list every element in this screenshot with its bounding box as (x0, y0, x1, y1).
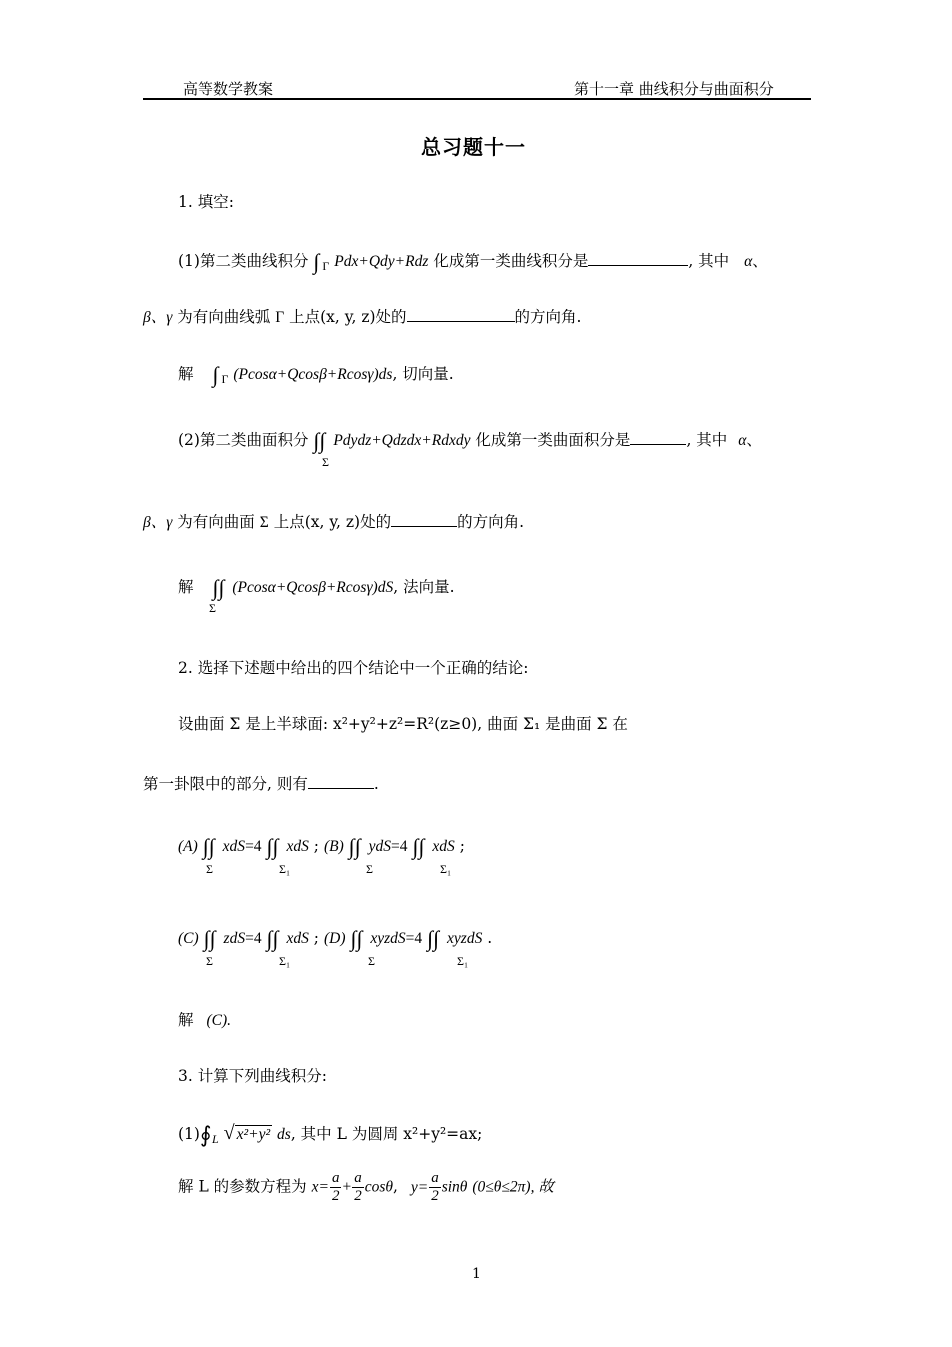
double-integral-icon: ∫∫ (427, 926, 440, 951)
q1-p1-l2-b: 为有向曲线弧 (177, 308, 271, 326)
sigma-sub: Σ (209, 601, 216, 615)
q1-ans2-expr: (Pcosα+Qcosβ+Rcosγ)dS (232, 579, 394, 596)
q2-line2-text: 第一卦限中的部分, 则有 (143, 775, 308, 793)
sigma1-sub: Σ₁ (440, 862, 452, 876)
frac-den: 2 (431, 1188, 439, 1204)
blank-field[interactable] (308, 772, 374, 789)
semicolon: ; (313, 929, 320, 947)
sigma1-sub: Σ₁ (279, 862, 291, 876)
double-integral-icon: ∫∫ (212, 575, 225, 600)
option-a-left: xdS (222, 838, 246, 855)
header-rule (143, 98, 811, 100)
q1-p2-suffix: , 其中 (686, 431, 728, 449)
q3-ans-text: L 的参数方程为 (198, 1177, 307, 1196)
double-integral-icon: ∫∫ (350, 926, 363, 951)
q1-part2-line1 (178, 428, 762, 451)
q2-answer-value: (C). (206, 1012, 231, 1029)
answer-label: 解 (178, 1177, 194, 1196)
header-right: 第十一章 曲线积分与曲面积分 (574, 80, 774, 98)
alpha-symbol: α (744, 253, 753, 270)
q3-label: 3. 计算下列曲线积分: (178, 1067, 327, 1085)
header-left: 高等数学教案 (183, 80, 274, 98)
double-integral-icon: ∫∫ (266, 834, 279, 859)
q1-ans1-tail: , 切向量. (392, 365, 454, 383)
q2-options-cd (178, 926, 492, 949)
sigma-sub: Σ (206, 862, 213, 876)
frac-den: 2 (331, 1188, 340, 1204)
q1-part2-line2 (143, 510, 524, 533)
q1-p1-suffix: , 其中 (688, 252, 730, 270)
option-c-right: xdS (286, 930, 309, 947)
q1-part1-line1 (178, 249, 768, 276)
frac-num: a (331, 1170, 340, 1186)
q3-part1 (178, 1122, 482, 1149)
frac-num: a (431, 1170, 439, 1186)
q3-p1-prefix: (1) (178, 1125, 200, 1143)
fraction (429, 1170, 441, 1205)
q2-line2 (143, 772, 379, 794)
line-integral-icon: ∫ (212, 362, 219, 387)
double-integral-icon: ∫∫ (203, 926, 216, 951)
page-title: 总习题十一 (421, 135, 526, 159)
q2-options-ab (178, 834, 465, 857)
answer-label: 解 (178, 365, 194, 383)
plus: + (342, 1178, 352, 1196)
blank-field[interactable] (630, 428, 686, 445)
q1-answer1 (178, 362, 454, 389)
sigma-sub: Σ (206, 954, 213, 968)
semicolon: ; (459, 837, 465, 855)
q1-p1-expr: Pdx+Qdy+Rdz (334, 253, 429, 270)
eq-four: =4 (405, 930, 423, 947)
option-c-left: zdS (223, 930, 246, 947)
option-d-left: xyzdS (370, 930, 406, 947)
comma: , (393, 1177, 398, 1196)
option-d-right: xyzdS (447, 930, 483, 947)
q1-p2-expr: Pdydz+Qdzdx+Rdxdy (333, 432, 471, 449)
q1-p1-prefix: (1)第二类曲线积分 (178, 252, 309, 270)
option-a-right: xdS (286, 838, 309, 855)
semicolon: ; (313, 837, 319, 855)
dun-mark: 、 (752, 252, 768, 270)
q3-p1-tail: , 其中 L 为圆周 x²+y²=ax; (290, 1125, 483, 1143)
option-d-label: (D) (323, 930, 346, 947)
sigma-sub: Σ (366, 862, 373, 876)
sigma1-sub: Σ₁ (279, 954, 291, 968)
q1-part1-line2 (143, 305, 581, 328)
q1-answer2 (178, 575, 455, 598)
double-integral-icon: ∫∫ (412, 834, 425, 859)
q1-p2-l2-c: 上点(x, y, z)处的 (273, 513, 392, 531)
q3-sqrt-arg: x²+y² (236, 1126, 271, 1143)
q1-label: 1. 填空: (178, 193, 234, 211)
alpha-symbol: α (738, 432, 747, 449)
beta-gamma: β、γ (143, 309, 173, 326)
fraction (330, 1170, 342, 1205)
answer-label: 解 (178, 1011, 194, 1029)
q1-p1-l2-c: 上点(x, y, z)处的 (289, 308, 407, 326)
gamma-symbol: Γ (275, 309, 285, 326)
option-b-left: ydS (368, 838, 391, 855)
gamma-subscript: Γ (221, 372, 229, 387)
double-integral-icon: ∫∫ (202, 834, 215, 859)
double-integral-icon: ∫∫ (348, 834, 361, 859)
q1-p2-prefix: (2)第二类曲面积分 (178, 431, 309, 449)
sigma-symbol: Σ (259, 514, 269, 531)
q2-line2-end: . (373, 775, 379, 793)
q3-ans-y: y= (410, 1178, 429, 1196)
double-integral-icon: ∫∫ (266, 926, 279, 951)
blank-field[interactable] (407, 305, 515, 322)
option-c-label: (C) (178, 930, 199, 947)
q1-p2-l2-b: 为有向曲面 (177, 513, 255, 531)
sqrt-icon: √ (223, 1122, 235, 1144)
sigma-sub: Σ (322, 455, 329, 469)
q3-answer (178, 1170, 554, 1205)
gamma-subscript: Γ (322, 259, 330, 274)
double-integral-icon: ∫∫ (313, 428, 326, 453)
blank-field[interactable] (391, 510, 457, 527)
period: . (487, 929, 493, 947)
q1-ans1-expr: (Pcosα+Qcosβ+Rcosγ)ds (233, 366, 393, 383)
eq-four: =4 (245, 838, 262, 855)
q1-ans2-tail: , 法向量. (393, 578, 455, 596)
line-integral-icon: ∫ (313, 249, 320, 274)
page-number: 1 (472, 1266, 481, 1282)
eq-four: =4 (245, 930, 262, 947)
blank-field[interactable] (588, 249, 688, 266)
fraction (352, 1170, 364, 1205)
contour-integral-icon: ∮ (199, 1122, 212, 1147)
q1-p2-l2-d: 的方向角. (457, 513, 525, 531)
q2-label: 2. 选择下述题中给出的四个结论中一个正确的结论: (178, 659, 529, 677)
dun-mark: 、 (746, 431, 762, 449)
eq-four: =4 (391, 838, 408, 855)
q3-ds: ds (277, 1126, 291, 1143)
q2-answer (178, 1010, 231, 1031)
sigma-sub: Σ (368, 954, 375, 968)
option-b-right: xdS (432, 838, 455, 855)
q2-line1: 设曲面 Σ 是上半球面: x²+y²+z²=R²(z≥0), 曲面 Σ₁ 是曲面 Σ 在 (178, 715, 628, 733)
q3-sin: sinθ (441, 1178, 468, 1196)
beta-gamma: β、γ (143, 514, 173, 531)
option-b-label: (B) (323, 838, 344, 855)
q1-p1-mid: 化成第一类曲线积分是 (433, 252, 589, 270)
q3-ans-x: x= (311, 1178, 329, 1196)
frac-num: a (354, 1170, 362, 1186)
q1-p1-l2-d: 的方向角. (514, 308, 582, 326)
q3-range: (0≤θ≤2π), 故 (472, 1178, 554, 1196)
sigma1-sub: Σ₁ (457, 954, 469, 968)
frac-den: 2 (354, 1188, 362, 1204)
option-a-label: (A) (178, 838, 198, 855)
q3-cos: cosθ (364, 1178, 393, 1196)
answer-label: 解 (178, 578, 194, 596)
q1-p2-mid: 化成第一类曲面积分是 (475, 431, 631, 449)
l-subscript: L (211, 1132, 219, 1147)
